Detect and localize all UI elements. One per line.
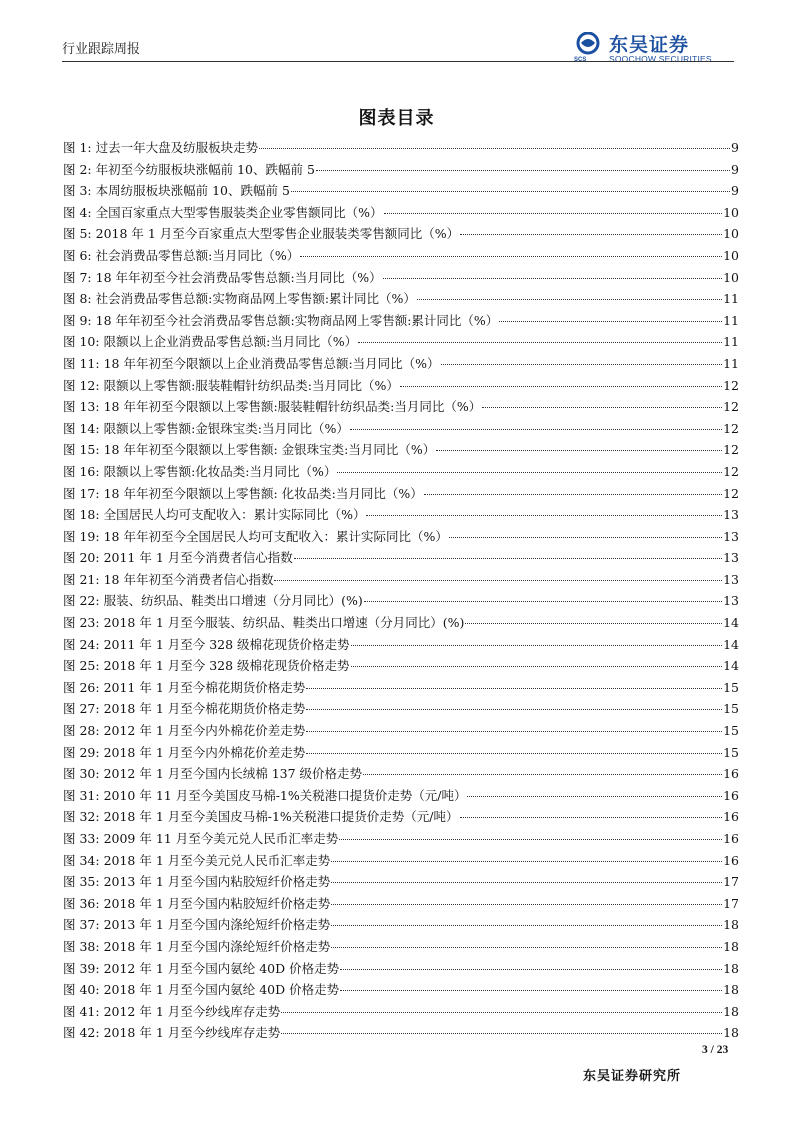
toc-entry[interactable] bbox=[63, 1001, 739, 1023]
toc-leader-dots bbox=[281, 1012, 722, 1013]
toc-entry-page: 13 bbox=[723, 550, 739, 566]
toc-entry-label: 图 19: 18 年年初至今全国居民人均可支配收入：累计实际同比（%） bbox=[63, 528, 448, 544]
toc-entry[interactable] bbox=[63, 483, 739, 505]
toc-entry-label: 图 23: 2018 年 1 月至今服装、纺织品、鞋类出口增速（分月同比）(%) bbox=[63, 615, 465, 631]
toc-entry[interactable] bbox=[63, 353, 739, 375]
toc-entry[interactable] bbox=[63, 634, 739, 656]
toc-leader-dots bbox=[291, 191, 730, 192]
toc-entry[interactable] bbox=[63, 288, 739, 310]
toc-leader-dots bbox=[331, 925, 722, 926]
toc-entry-label: 图 9: 18 年年初至今社会消费品零售总额:实物商品网上零售额:累计同比（%） bbox=[63, 312, 499, 328]
toc-entry-page: 15 bbox=[723, 679, 739, 695]
toc-entry[interactable] bbox=[63, 936, 739, 958]
toc-entry[interactable] bbox=[63, 590, 739, 612]
toc-entry[interactable] bbox=[63, 202, 739, 224]
toc-entry-page: 12 bbox=[723, 420, 739, 436]
toc-entry-label: 图 29: 2018 年 1 月至今内外棉花价差走势 bbox=[63, 744, 306, 760]
toc-entry[interactable] bbox=[63, 180, 739, 202]
footer-organization: 东吴证券研究所 bbox=[583, 1069, 682, 1084]
toc-entry-page: 14 bbox=[723, 615, 739, 631]
toc-entry[interactable] bbox=[63, 137, 739, 159]
toc-entry-page: 15 bbox=[723, 701, 739, 717]
toc-entry-label: 图 21: 18 年年初至今消费者信心指数 bbox=[63, 571, 274, 587]
toc-leader-dots bbox=[383, 278, 723, 279]
toc-entry[interactable] bbox=[63, 655, 739, 677]
toc-entry[interactable] bbox=[63, 526, 739, 548]
toc-leader-dots bbox=[306, 731, 722, 732]
toc-leader-dots bbox=[274, 580, 722, 581]
toc-entry[interactable] bbox=[63, 958, 739, 980]
toc-leader-dots bbox=[331, 947, 722, 948]
toc-entry-label: 图 35: 2013 年 1 月至今国内粘胶短纤价格走势 bbox=[63, 874, 331, 890]
toc-entry-page: 11 bbox=[723, 334, 739, 350]
toc-entry-page: 12 bbox=[723, 442, 739, 458]
toc-leader-dots bbox=[340, 990, 722, 991]
toc-entry-page: 9 bbox=[731, 140, 739, 155]
toc-entry-label: 图 1: 过去一年大盘及纺服板块走势 bbox=[63, 140, 259, 155]
toc-entry-label: 图 20: 2011 年 1 月至今消费者信心指数 bbox=[63, 550, 293, 566]
toc-leader-dots bbox=[337, 472, 722, 473]
toc-leader-dots bbox=[465, 623, 722, 624]
toc-entry[interactable] bbox=[63, 159, 739, 181]
toc-entry-page: 15 bbox=[723, 723, 739, 739]
toc-leader-dots bbox=[363, 774, 722, 775]
toc-entry-label: 图 27: 2018 年 1 月至今棉花期货价格走势 bbox=[63, 701, 306, 717]
toc-entry-page: 11 bbox=[723, 355, 739, 371]
toc-leader-dots bbox=[339, 839, 722, 840]
toc-entry-label: 图 36: 2018 年 1 月至今国内粘胶短纤价格走势 bbox=[63, 895, 331, 911]
toc-entry-page: 11 bbox=[723, 312, 739, 328]
toc-leader-dots bbox=[441, 364, 723, 365]
toc-leader-dots bbox=[331, 882, 722, 883]
toc-leader-dots bbox=[331, 861, 722, 862]
toc-entry[interactable] bbox=[63, 310, 739, 332]
toc-leader-dots bbox=[294, 558, 722, 559]
toc-entry-page: 10 bbox=[723, 226, 739, 242]
toc-leader-dots bbox=[449, 537, 722, 538]
toc-entry-label: 图 18: 全国居民人均可支配收入：累计实际同比（%） bbox=[63, 507, 366, 523]
toc-entry-label: 图 11: 18 年年初至今限额以上企业消费品零售总额:当月同比（%） bbox=[63, 355, 440, 371]
toc-entry[interactable] bbox=[63, 893, 739, 915]
toc-entry-page: 18 bbox=[723, 1003, 739, 1019]
toc-entry-label: 图 42: 2018 年 1 月至今纱线库存走势 bbox=[63, 1025, 281, 1041]
toc-leader-dots bbox=[306, 709, 722, 710]
toc-entry-label: 图 2: 年初至今纺服板块涨幅前 10、跌幅前 5 bbox=[63, 161, 315, 177]
toc-entry-label: 图 31: 2010 年 11 月至今美国皮马棉-1%关税港口提货价走势（元/吨） bbox=[63, 787, 467, 803]
toc-entry-page: 9 bbox=[731, 183, 739, 199]
header-report-type: 行业跟踪周报 bbox=[62, 42, 141, 57]
toc-leader-dots bbox=[364, 601, 722, 602]
toc-entry[interactable] bbox=[63, 763, 739, 785]
toc-entry-page: 10 bbox=[723, 247, 739, 263]
toc-leader-dots bbox=[460, 234, 722, 235]
toc-entry-page: 14 bbox=[723, 636, 739, 652]
brand-name-cn: 东吴证券 bbox=[609, 34, 690, 56]
toc-entry-page: 9 bbox=[731, 161, 739, 177]
toc-entry-label: 图 16: 限额以上零售额:化妆品类:当月同比（%） bbox=[63, 463, 337, 479]
toc-entry-label: 图 4: 全国百家重点大型零售服装类企业零售额同比（%） bbox=[63, 204, 383, 220]
toc-entry-label: 图 10: 限额以上企业消费品零售总额:当月同比（%） bbox=[63, 334, 358, 350]
toc-entry[interactable] bbox=[63, 871, 739, 893]
toc-entry[interactable] bbox=[63, 806, 739, 828]
toc-leader-dots bbox=[460, 817, 723, 818]
toc-entry-label: 图 30: 2012 年 1 月至今国内长绒棉 137 级价格走势 bbox=[63, 766, 363, 782]
toc-leader-dots bbox=[281, 1033, 722, 1034]
toc-entry-label: 图 13: 18 年年初至今限额以上零售额:服装鞋帽针纺织品类:当月同比（%） bbox=[63, 399, 482, 415]
toc-entry-label: 图 41: 2012 年 1 月至今纱线库存走势 bbox=[63, 1003, 281, 1019]
toc-entry-label: 图 5: 2018 年 1 月至今百家重点大型零售企业服装类零售额同比（%） bbox=[63, 226, 460, 242]
toc-entry-page: 10 bbox=[723, 269, 739, 285]
toc-leader-dots bbox=[467, 796, 722, 797]
toc-entry-page: 12 bbox=[723, 463, 739, 479]
toc-entry[interactable] bbox=[63, 439, 739, 461]
toc-entry-label: 图 15: 18 年年初至今限额以上零售额: 金银珠宝类:当月同比（%） bbox=[63, 442, 436, 458]
toc-entry-page: 17 bbox=[723, 895, 739, 911]
toc-entry-label: 图 26: 2011 年 1 月至今棉花期货价格走势 bbox=[63, 679, 306, 695]
toc-leader-dots bbox=[424, 494, 722, 495]
toc-entry[interactable] bbox=[63, 742, 739, 764]
toc-entry-page: 13 bbox=[723, 593, 739, 609]
brand-abbr: SCS bbox=[574, 57, 587, 63]
toc-entry-page: 16 bbox=[723, 831, 739, 846]
toc-entry-label: 图 32: 2018 年 1 月至今美国皮马棉-1%关税港口提货价走势（元/吨） bbox=[63, 809, 459, 825]
toc-entry-label: 图 8: 社会消费品零售总额:实物商品网上零售额:累计同比（%） bbox=[63, 291, 416, 307]
toc-entry[interactable] bbox=[63, 698, 739, 720]
toc-entry-page: 13 bbox=[723, 507, 739, 523]
toc-entry-page: 16 bbox=[723, 787, 739, 803]
toc-entry-label: 图 3: 本周纺服板块涨幅前 10、跌幅前 5 bbox=[63, 183, 290, 199]
toc-entry[interactable] bbox=[63, 979, 739, 1001]
table-of-figures bbox=[63, 137, 739, 1044]
toc-entry-label: 图 28: 2012 年 1 月至今内外棉花价差走势 bbox=[63, 723, 306, 739]
toc-entry-label: 图 17: 18 年年初至今限额以上零售额: 化妆品类:当月同比（%） bbox=[63, 485, 423, 501]
toc-entry[interactable] bbox=[63, 331, 739, 353]
toc-entry[interactable] bbox=[63, 267, 739, 289]
toc-entry-label: 图 7: 18 年年初至今社会消费品零售总额:当月同比（%） bbox=[63, 269, 382, 285]
toc-entry[interactable] bbox=[63, 547, 739, 569]
toc-entry-page: 12 bbox=[723, 377, 739, 393]
toc-entry[interactable] bbox=[63, 1022, 739, 1044]
toc-leader-dots bbox=[400, 386, 722, 387]
page-number: 3 / 23 bbox=[702, 1044, 729, 1056]
brand-name-en: SOOCHOW SECURITIES bbox=[609, 54, 712, 64]
toc-entry-page: 18 bbox=[723, 982, 739, 998]
brand-logo-icon bbox=[573, 32, 605, 58]
toc-entry-page: 12 bbox=[723, 399, 739, 415]
toc-entry-page: 10 bbox=[723, 204, 739, 220]
toc-entry-page: 18 bbox=[723, 917, 739, 933]
toc-entry[interactable] bbox=[63, 828, 739, 850]
toc-entry-page: 15 bbox=[723, 744, 739, 760]
toc-leader-dots bbox=[350, 429, 722, 430]
toc-leader-dots bbox=[340, 969, 722, 970]
toc-entry-label: 图 6: 社会消费品零售总额:当月同比（%） bbox=[63, 247, 300, 263]
toc-entry[interactable] bbox=[63, 569, 739, 591]
toc-leader-dots bbox=[316, 170, 730, 171]
toc-entry-page: 13 bbox=[723, 571, 739, 587]
toc-leader-dots bbox=[306, 688, 722, 689]
toc-entry[interactable] bbox=[63, 677, 739, 699]
page-title: 图表目录 bbox=[358, 108, 435, 129]
toc-entry-label: 图 22: 服装、纺织品、鞋类出口增速（分月同比）(%) bbox=[63, 593, 363, 609]
header-divider bbox=[62, 61, 734, 62]
toc-entry-label: 图 38: 2018 年 1 月至今国内涤纶短纤价格走势 bbox=[63, 938, 331, 954]
toc-leader-dots bbox=[384, 213, 723, 214]
toc-entry[interactable] bbox=[63, 850, 739, 872]
toc-entry-page: 16 bbox=[723, 852, 739, 868]
toc-leader-dots bbox=[351, 666, 723, 667]
toc-entry[interactable] bbox=[63, 914, 739, 936]
toc-entry[interactable] bbox=[63, 612, 739, 634]
toc-entry-page: 14 bbox=[723, 658, 739, 674]
toc-entry-page: 11 bbox=[723, 291, 739, 307]
toc-entry-label: 图 34: 2018 年 1 月至今美元兑人民币汇率走势 bbox=[63, 852, 331, 868]
toc-entry[interactable] bbox=[63, 785, 739, 807]
toc-leader-dots bbox=[351, 645, 723, 646]
toc-entry-label: 图 40: 2018 年 1 月至今国内氨纶 40D 价格走势 bbox=[63, 982, 340, 998]
toc-entry[interactable] bbox=[63, 245, 739, 267]
toc-entry-label: 图 25: 2018 年 1 月至今 328 级棉花现货价格走势 bbox=[63, 658, 350, 674]
toc-entry-page: 18 bbox=[723, 938, 739, 954]
toc-entry-label: 图 24: 2011 年 1 月至今 328 级棉花现货价格走势 bbox=[63, 636, 350, 652]
toc-entry-page: 12 bbox=[723, 485, 739, 501]
toc-entry[interactable] bbox=[63, 461, 739, 483]
toc-leader-dots bbox=[366, 515, 722, 516]
toc-leader-dots bbox=[331, 904, 722, 905]
toc-entry-page: 16 bbox=[723, 809, 739, 825]
toc-entry[interactable] bbox=[63, 223, 739, 245]
toc-entry-page: 18 bbox=[723, 1025, 739, 1041]
toc-entry[interactable] bbox=[63, 504, 739, 526]
toc-entry-label: 图 14: 限额以上零售额:金银珠宝类:当月同比（%） bbox=[63, 420, 349, 436]
toc-leader-dots bbox=[499, 321, 722, 322]
toc-entry-page: 18 bbox=[723, 960, 739, 976]
toc-entry[interactable] bbox=[63, 396, 739, 418]
toc-entry-page: 13 bbox=[723, 528, 739, 544]
toc-leader-dots bbox=[417, 299, 722, 300]
toc-entry-page: 16 bbox=[723, 766, 739, 782]
toc-entry[interactable] bbox=[63, 418, 739, 440]
toc-leader-dots bbox=[300, 256, 722, 257]
toc-entry-label: 图 33: 2009 年 11 月至今美元兑人民币汇率走势 bbox=[63, 831, 339, 846]
toc-entry-label: 图 37: 2013 年 1 月至今国内涤纶短纤价格走势 bbox=[63, 917, 331, 933]
toc-leader-dots bbox=[306, 753, 722, 754]
toc-entry-page: 17 bbox=[723, 874, 739, 890]
toc-leader-dots bbox=[482, 407, 722, 408]
toc-entry[interactable] bbox=[63, 720, 739, 742]
toc-entry-label: 图 12: 限额以上零售额:服装鞋帽针纺织品类:当月同比（%） bbox=[63, 377, 399, 393]
toc-leader-dots bbox=[358, 342, 722, 343]
toc-entry[interactable] bbox=[63, 375, 739, 397]
toc-leader-dots bbox=[259, 148, 730, 149]
toc-leader-dots bbox=[436, 450, 722, 451]
toc-entry-label: 图 39: 2012 年 1 月至今国内氨纶 40D 价格走势 bbox=[63, 960, 340, 976]
